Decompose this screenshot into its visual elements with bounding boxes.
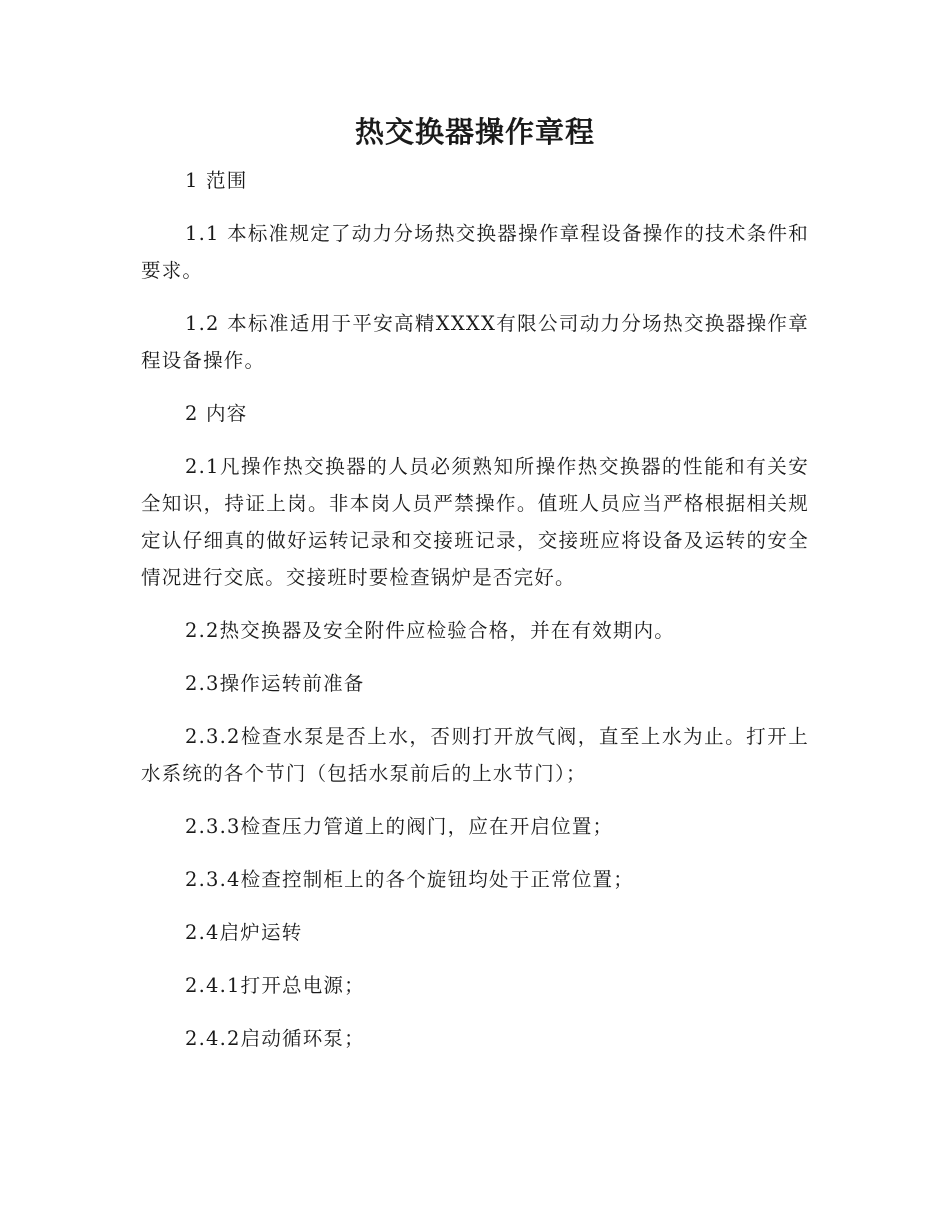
section-heading-scope: 1 范围	[185, 169, 248, 192]
paragraph-2-3-3: 2.3.3检查压力管道上的阀门，应在开启位置；	[185, 815, 614, 838]
paragraph-1-1: 1.1 本标准规定了动力分场热交换器操作章程设备操作的技术条件和要求。	[141, 222, 809, 282]
paragraph-2-3-2: 2.3.2检查水泵是否上水，否则打开放气阀，直至上水为止。打开上水系统的各个节门（包括水泵前后的上水节门）；	[141, 725, 809, 785]
section-heading-content: 2 内容	[185, 402, 248, 425]
paragraph-2-3-4: 2.3.4检查控制柜上的各个旋钮均处于正常位置；	[185, 868, 634, 891]
paragraph-1-2: 1.2 本标准适用于平安高精XXXX有限公司动力分场热交换器操作章程设备操作。	[141, 312, 809, 372]
paragraph-2-4-1: 2.4.1打开总电源；	[185, 974, 365, 997]
paragraph-2-4-2: 2.4.2启动循环泵；	[185, 1027, 365, 1050]
paragraph-2-4: 2.4启炉运转	[185, 921, 303, 944]
document-body	[141, 162, 809, 1073]
paragraph-2-2: 2.2热交换器及安全附件应检验合格，并在有效期内。	[185, 619, 676, 642]
paragraph-2-3: 2.3操作运转前准备	[185, 672, 365, 695]
document-title: 热交换器操作章程	[354, 115, 595, 149]
paragraph-2-1: 2.1凡操作热交换器的人员必须熟知所操作热交换器的性能和有关安全知识，持证上岗。非本岗人员严禁操作。值班人员应当严格根据相关规定认仔细真的做好运转记录和交接班记录，交接班应将设备及运转的安全情况进行交底。交接班时要检查锅炉是否完好。	[141, 455, 809, 589]
